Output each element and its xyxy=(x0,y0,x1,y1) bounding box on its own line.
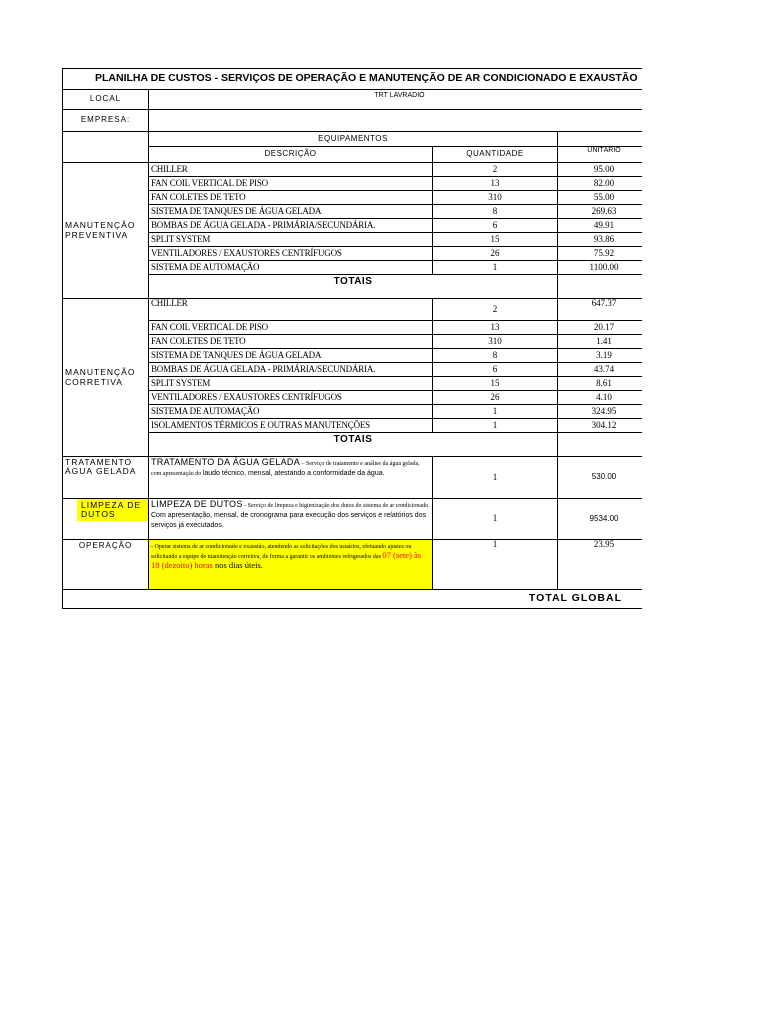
section-preventiva: MANUTENÇÃO PREVENTIVA xyxy=(63,163,149,299)
item-description: FAN COIL VERTICAL DE PISO xyxy=(149,321,433,335)
item-unit-price: 55.00 xyxy=(558,191,643,205)
item-description: BOMBAS DE ÁGUA GELADA - PRIMÁRIA/SECUNDÁRIA. xyxy=(149,219,433,233)
item-description: SISTEMA DE AUTOMAÇÃO xyxy=(149,261,433,275)
blank-cell xyxy=(558,132,643,147)
item-description: CHILLER xyxy=(149,163,433,177)
section-corretiva: MANUTENÇÃO CORRETIVA xyxy=(63,299,149,457)
blank-cell xyxy=(63,132,149,147)
item-quantity: 8 xyxy=(433,349,558,363)
tratamento-title: TRATAMENTO DA ÁGUA GELADA xyxy=(151,457,301,467)
item-unit-price: 269.63 xyxy=(558,205,643,219)
item-quantity: 6 xyxy=(433,219,558,233)
item-quantity: 13 xyxy=(433,321,558,335)
totais-preventiva-value xyxy=(558,275,643,299)
item-description: VENTILADORES / EXAUSTORES CENTRÍFUGOS xyxy=(149,391,433,405)
item-description: SPLIT SYSTEM xyxy=(149,233,433,247)
item-description: SISTEMA DE AUTOMAÇÃO xyxy=(149,405,433,419)
empresa-value xyxy=(149,110,643,132)
item-unit-price: 4.10 xyxy=(558,391,643,405)
equipamentos-header: EQUIPAMENTOS xyxy=(149,132,558,147)
tratamento-description xyxy=(149,457,433,499)
section-tratamento: TRATAMENTO ÁGUA GELADA xyxy=(63,457,149,499)
operacao-detail-end: nos dias úteis. xyxy=(212,559,263,570)
item-quantity: 310 xyxy=(433,335,558,349)
item-quantity: 15 xyxy=(433,233,558,247)
item-quantity: 13 xyxy=(433,177,558,191)
totais-preventiva: TOTAIS xyxy=(149,275,558,299)
item-unit-price: 20.17 xyxy=(558,321,643,335)
cost-table xyxy=(62,68,642,609)
item-description: CHILLER xyxy=(149,299,433,321)
col-descricao: DESCRIÇÃO xyxy=(149,147,433,163)
totais-corretiva: TOTAIS xyxy=(149,433,558,457)
item-quantity: 1 xyxy=(433,261,558,275)
item-description: SISTEMA DE TANQUES DE ÁGUA GELADA xyxy=(149,205,433,219)
item-quantity: 1 xyxy=(433,405,558,419)
item-description: BOMBAS DE ÁGUA GELADA - PRIMÁRIA/SECUNDÁRIA. xyxy=(149,363,433,377)
item-unit-price: 95.00 xyxy=(558,163,643,177)
item-unit-price: 1.41 xyxy=(558,335,643,349)
item-unit-price: 75.92 xyxy=(558,247,643,261)
section-operacao: OPERAÇÃO xyxy=(63,540,149,590)
item-quantity: 1 xyxy=(433,419,558,433)
operacao-detail: - Operar sistema de ar condicionado e exaustão, atendendo as solicitações dos usuários, efetuando ajustes ou solicitando a equipe de manutenção corretiva, de forma a garantir os ambientes refrigerados das xyxy=(151,544,412,560)
item-quantity: 310 xyxy=(433,191,558,205)
item-unit-price: 3.19 xyxy=(558,349,643,363)
item-quantity: 8 xyxy=(433,205,558,219)
item-quantity: 2 xyxy=(433,163,558,177)
item-unit-price: 43.74 xyxy=(558,363,643,377)
item-unit-price: 1100.00 xyxy=(558,261,643,275)
section-limpeza: LIMPEZA DE DUTOS xyxy=(77,499,148,521)
spreadsheet xyxy=(62,68,642,611)
local-label: LOCAL xyxy=(63,90,149,110)
item-unit-price: 49.91 xyxy=(558,219,643,233)
item-quantity: 1 xyxy=(433,457,558,499)
item-description: SPLIT SYSTEM xyxy=(149,377,433,391)
item-description: ISOLAMENTOS TÉRMICOS E OUTRAS MANUTENÇÕES xyxy=(149,419,433,433)
empresa-label: EMPRESA: xyxy=(63,110,149,132)
section-limpeza-cell xyxy=(63,499,149,540)
item-quantity: 2 xyxy=(433,299,558,321)
sheet-title: PLANILHA DE CUSTOS - SERVIÇOS DE OPERAÇÃO E MANUTENÇÃO DE AR CONDICIONADO E EXAUSTÃO xyxy=(63,69,643,90)
item-quantity: 6 xyxy=(433,363,558,377)
item-unit-price: 304.12 xyxy=(558,419,643,433)
limpeza-detail-2: Com apresentação, mensal, de cronograma para execução dos serviços e relatórios dos serviços já executados. xyxy=(151,511,427,529)
item-description: FAN COLETES DE TETO xyxy=(149,335,433,349)
item-quantity: 1 xyxy=(433,540,558,590)
total-global: TOTAL GLOBAL xyxy=(63,590,643,609)
col-unitario: UNITÁRIO xyxy=(558,147,643,163)
item-unit-price: 530.00 xyxy=(558,457,643,499)
item-unit-price: 647.37 xyxy=(558,299,643,321)
operacao-description xyxy=(149,540,433,590)
item-unit-price: 324.95 xyxy=(558,405,643,419)
local-value: TRT LAVRADIO xyxy=(149,90,643,110)
tratamento-detail-2: laudo técnico, mensal, atestando a conformidade da água. xyxy=(202,469,385,477)
item-quantity: 26 xyxy=(433,247,558,261)
item-description: SISTEMA DE TANQUES DE ÁGUA GELADA xyxy=(149,349,433,363)
item-quantity: 26 xyxy=(433,391,558,405)
item-quantity: 1 xyxy=(433,499,558,540)
totais-corretiva-value xyxy=(558,433,643,457)
limpeza-description xyxy=(149,499,433,540)
item-unit-price: 9534.00 xyxy=(558,499,643,540)
item-description: VENTILADORES / EXAUSTORES CENTRÍFUGOS xyxy=(149,247,433,261)
limpeza-detail: - Serviço de limpeza e higienização dos dutos do sistema de ar condicionado. xyxy=(242,503,430,509)
operacao-hours: 07 (sete) às 18 (dezoito) horas xyxy=(151,549,422,570)
blank-cell xyxy=(63,147,149,163)
item-unit-price: 93.86 xyxy=(558,233,643,247)
item-unit-price: 8.61 xyxy=(558,377,643,391)
item-description: FAN COIL VERTICAL DE PISO xyxy=(149,177,433,191)
col-quantidade: QUANTIDADE xyxy=(433,147,558,163)
item-quantity: 15 xyxy=(433,377,558,391)
limpeza-title: LIMPEZA DE DUTOS xyxy=(151,499,243,509)
tratamento-detail: – Serviço de tratamento e análise da água gelada, com apresentação do xyxy=(151,461,420,477)
item-unit-price: 82.00 xyxy=(558,177,643,191)
item-unit-price: 23.95 xyxy=(558,540,643,590)
item-description: FAN COLETES DE TETO xyxy=(149,191,433,205)
